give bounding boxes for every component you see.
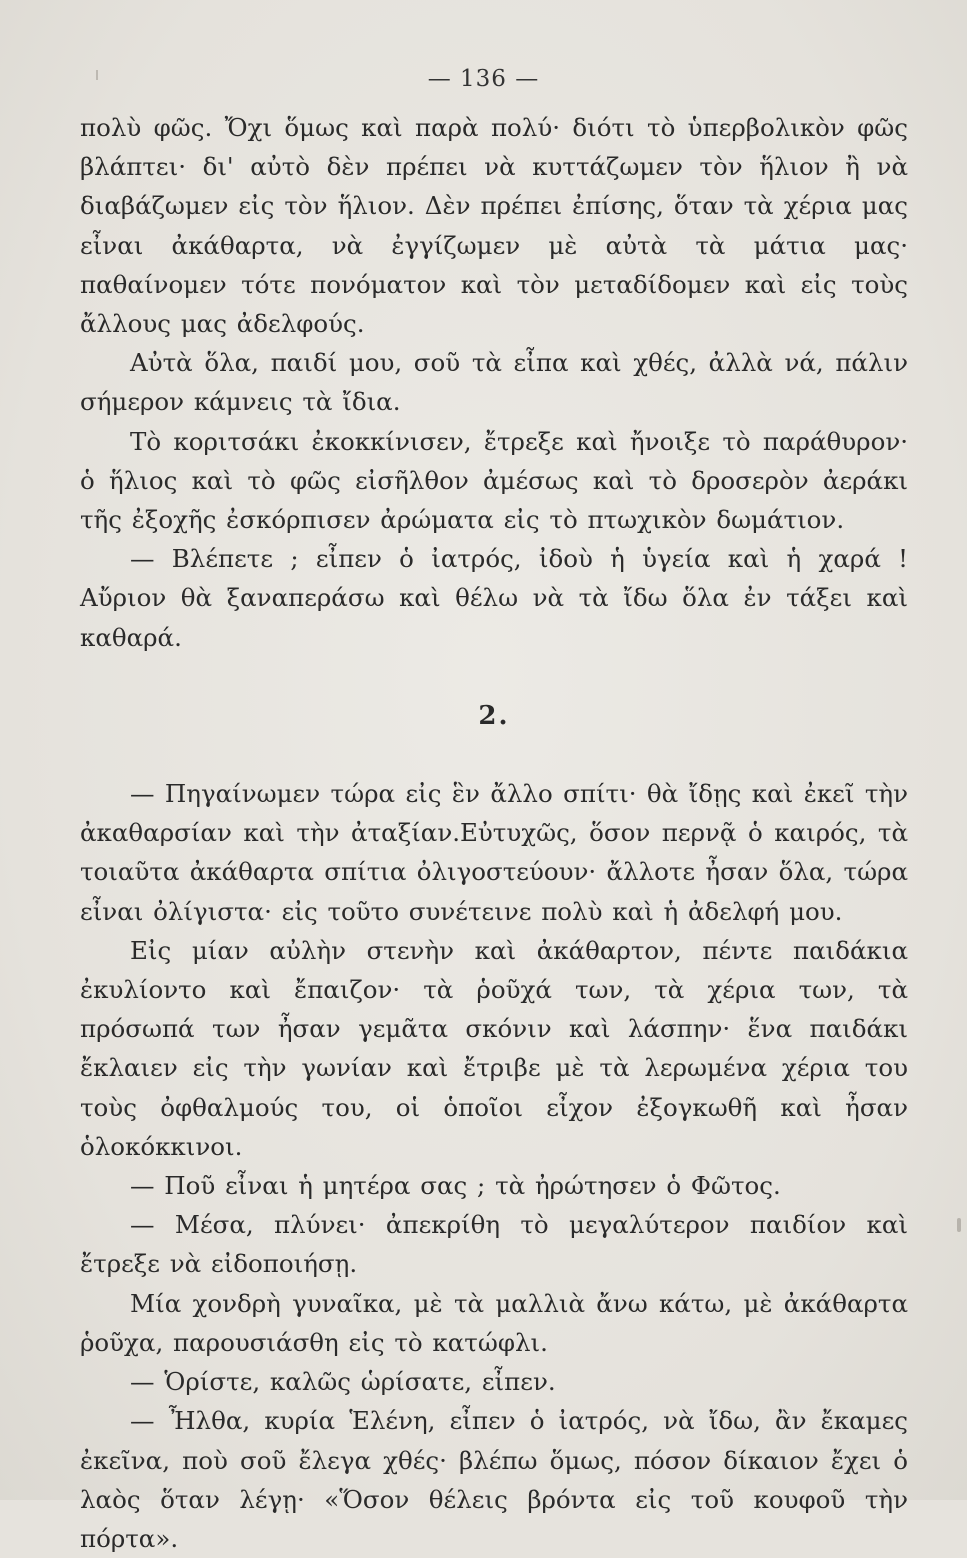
page-edge-mark — [957, 1218, 961, 1232]
paragraph: — Βλέπετε ; εἶπεν ὁ ἰατρός, ἰδοὺ ἡ ὑγεία καὶ ἡ χαρά ! Αὔριον θὰ ξαναπεράσω καὶ θέλω νὰ τὰ ἴδω ὅλα ἐν τάξει καὶ καθαρά. — [80, 544, 908, 652]
paragraph: Τὸ κοριτσάκι ἐκοκκίνισεν, ἔτρεξε καὶ ἤνοιξε τὸ παράθυρον· ὁ ἥλιος καὶ τὸ φῶς εἰσῆλθον ἀμέσως καὶ τὸ δροσερὸν ἀεράκι τῆς ἐξοχῆς ἐσκόρπισεν ἀρώματα εἰς τὸ πτωχικὸν δωμάτιον. — [80, 426, 908, 535]
paragraph: — Ὁρίστε, καλῶς ὡρίσατε, εἶπεν. — [130, 1367, 556, 1397]
paragraph: — Μέσα, πλύνει· ἀπεκρίθη τὸ μεγαλύτερον παιδίον καὶ ἔτρεξε νὰ εἰδοποιήσῃ. — [80, 1210, 908, 1279]
paragraph: — Ποῦ εἶναι ἡ μητέρα σας ; τὰ ἠρώτησεν ὁ Φῶτος. — [130, 1171, 781, 1201]
page-number: — 136 — — [427, 66, 540, 92]
paragraph: — Ἦλθα, κυρία Ἑλένη, εἶπεν ὁ ἰατρός, νὰ ἴδω, ἂν ἔκαμες ἐκεῖνα, ποὺ σοῦ ἔλεγα χθές· βλέπω ὅμως, πόσον δίκαιον ἔχει ὁ λαὸς ὅταν λέγῃ· «Ὅσον θέλεις βρόντα εἰς τοῦ κουφοῦ τὴν πόρτα». — [80, 1406, 908, 1553]
paragraph: — Πηγαίνωμεν τώρα εἰς ἓν ἄλλο σπίτι· θὰ ἴδῃς καὶ ἐκεῖ τὴν ἀκαθαρσίαν καὶ τὴν ἀταξίαν.Εὐτυχῶς, ὅσον περνᾷ ὁ καιρός, τὰ τοιαῦτα ἀκάθαρτα σπίτια ὀλιγοστεύουν· ἄλλοτε ἦσαν ὅλα, τώρα εἶναι ὀλίγιστα· εἰς τοῦτο συνέτεινε πολὺ καὶ ἡ ἀδελφή μου. — [80, 779, 908, 926]
paragraph: Εἰς μίαν αὐλὴν στενὴν καὶ ἀκάθαρτον, πέντε παιδάκια ἐκυλίοντο καὶ ἔπαιζον· τὰ ῥοῦχά των, τὰ χέρια των, τὰ πρόσωπά των ἦσαν γεμᾶτα σκόνιν καὶ λάσπην· ἕνα παιδάκι ἔκλαιεν εἰς τὴν γωνίαν καὶ ἔτριβε μὲ τὰ λερωμένα χέρια του τοὺς ὀφθαλμούς του, οἱ ὁποῖοι εἶχον ἐξογκωθῆ καὶ ἦσαν ὁλοκόκκινοι. — [80, 935, 908, 1161]
paragraph: πολὺ φῶς. Ὄχι ὅμως καὶ παρὰ πολύ· διότι τὸ ὑπερβολικὸν φῶς βλάπτει· δι' αὐτὸ δὲν πρέπει νὰ κυττάζωμεν τὸν ἥλιον ἢ νὰ διαβάζωμεν εἰς τὸν ἥλιον. Δὲν πρέπει ἐπίσης, ὅταν τὰ χέρια μας εἶναι ἀκάθαρτα, νὰ ἐγγίζωμεν μὲ αὐτὰ τὰ μάτια μας· παθαίνομεν τότε πονόματον καὶ τὸν μεταδίδομεν καὶ εἰς τοὺς ἄλλους μας ἀδελφούς. — [80, 113, 908, 339]
section-number: 2. — [478, 700, 510, 731]
paragraph: Αὐτὰ ὅλα, παιδί μου, σοῦ τὰ εἶπα καὶ χθές, ἀλλὰ νά, πάλιν σήμερον κάμνεις τὰ ἴδια. — [80, 348, 908, 417]
paragraph: Μία χονδρὴ γυναῖκα, μὲ τὰ μαλλιὰ ἄνω κάτω, μὲ ἀκάθαρτα ῥοῦχα, παρουσιάσθη εἰς τὸ κατώφλι. — [80, 1288, 908, 1357]
body-text — [80, 108, 908, 1558]
